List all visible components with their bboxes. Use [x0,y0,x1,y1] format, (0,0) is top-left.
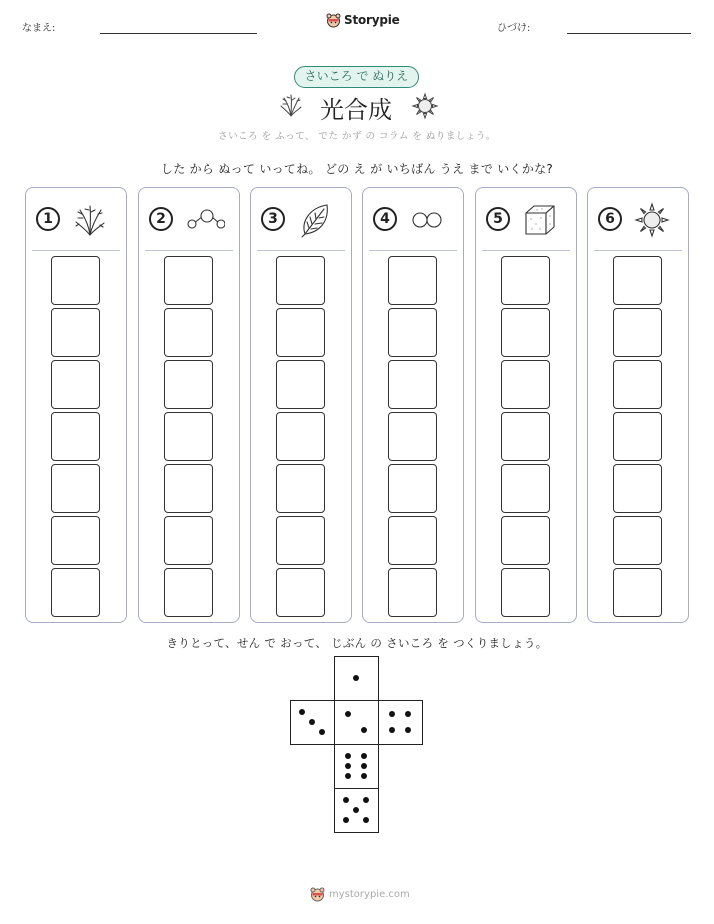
sun-icon [411,92,439,120]
color-box[interactable] [276,360,325,409]
sugar-cube-icon [522,202,558,238]
color-box[interactable] [164,256,213,305]
pip [405,711,411,717]
color-box[interactable] [164,464,213,513]
dice-face-6 [334,744,379,789]
color-box[interactable] [613,516,662,565]
column-number: 6 [598,207,622,231]
dice-face-5 [334,788,379,833]
subtitle: さいころ を ふって、 でた かず の コラム を ぬりましょう。 [218,131,496,142]
pip [299,709,305,715]
column-divider [594,250,682,251]
color-box[interactable] [501,464,550,513]
pip [353,807,359,813]
cut-instruction: きりとって、せん で おって、 じぶん の さいころ を つくりましょう。 [166,636,548,650]
column-header [251,188,351,250]
color-box[interactable] [501,412,550,461]
color-box[interactable] [51,464,100,513]
color-box[interactable] [501,360,550,409]
color-box[interactable] [164,308,213,357]
pip [345,711,351,717]
color-box[interactable] [613,360,662,409]
color-box[interactable] [276,412,325,461]
pip [363,817,369,823]
color-box[interactable] [276,256,325,305]
footer-url: mystorypie.com [329,888,410,900]
dice-column-2 [138,187,240,623]
column-divider [482,250,570,251]
color-box[interactable] [164,516,213,565]
column-header [26,188,126,250]
color-box[interactable] [51,308,100,357]
dice-column-6 [587,187,689,623]
dice-face-3 [290,700,335,745]
color-box[interactable] [501,308,550,357]
coral-plant-icon [278,92,304,118]
dice-column-1 [25,187,127,623]
column-number: 1 [36,207,60,231]
color-box[interactable] [51,516,100,565]
pip [405,727,411,733]
color-box[interactable] [51,360,100,409]
brand-name: Storypie [344,13,400,27]
pip [343,797,349,803]
pip [319,729,325,735]
color-box[interactable] [276,464,325,513]
color-box[interactable] [501,568,550,617]
column-number: 5 [486,207,510,231]
dice-face-2 [334,700,379,745]
color-box[interactable] [388,464,437,513]
color-box[interactable] [276,308,325,357]
column-header [139,188,239,250]
pip [345,753,351,759]
dice-face-4 [378,700,423,745]
dice-face-1 [334,656,379,701]
color-box[interactable] [51,412,100,461]
title-row [0,90,714,122]
gas-bubbles-icon [409,202,445,238]
pip [309,719,315,725]
color-box[interactable] [388,412,437,461]
pip [389,711,395,717]
page-title: 光合成 [320,96,392,124]
pip [361,727,367,733]
leaf-icon [297,202,333,238]
color-box[interactable] [613,464,662,513]
date-line [567,33,691,34]
storypie-mascot-icon [326,12,341,28]
color-box[interactable] [613,308,662,357]
storypie-mascot-icon [310,886,325,902]
column-header [476,188,576,250]
column-divider [32,250,120,251]
color-box[interactable] [388,516,437,565]
color-box[interactable] [388,308,437,357]
column-number: 3 [261,207,285,231]
color-box[interactable] [613,412,662,461]
brand-logo [326,12,400,28]
pip [353,675,359,681]
column-divider [257,250,345,251]
color-box[interactable] [388,360,437,409]
pip [363,797,369,803]
color-box[interactable] [164,360,213,409]
coral-plant-icon [72,202,108,238]
color-box[interactable] [501,516,550,565]
dice-column-3 [250,187,352,623]
column-divider [369,250,457,251]
column-number: 2 [149,207,173,231]
color-box[interactable] [276,516,325,565]
color-box[interactable] [388,256,437,305]
name-line [100,33,257,34]
date-label: ひづけ: [497,23,531,34]
color-box[interactable] [613,568,662,617]
sun-icon [634,202,670,238]
name-label: なまえ: [22,23,56,34]
color-box[interactable] [501,256,550,305]
color-box[interactable] [613,256,662,305]
column-header [588,188,688,250]
dice-column-4 [362,187,464,623]
footer [310,886,410,902]
pip [361,763,367,769]
pip [389,727,395,733]
pip [361,773,367,779]
color-box[interactable] [164,568,213,617]
pip [345,763,351,769]
column-header [363,188,463,250]
color-box[interactable] [51,568,100,617]
column-number: 4 [373,207,397,231]
water-molecule-icon [181,202,225,238]
pip [343,817,349,823]
instruction-text: した から ぬって いってね。 どの え が いちばん うえ まで いくかな? [160,162,554,176]
pip [345,773,351,779]
activity-badge: さいころ で ぬりえ [294,66,419,88]
color-box[interactable] [164,412,213,461]
column-divider [145,250,233,251]
pip [361,753,367,759]
color-box[interactable] [388,568,437,617]
color-box[interactable] [51,256,100,305]
dice-column-5 [475,187,577,623]
color-box[interactable] [276,568,325,617]
